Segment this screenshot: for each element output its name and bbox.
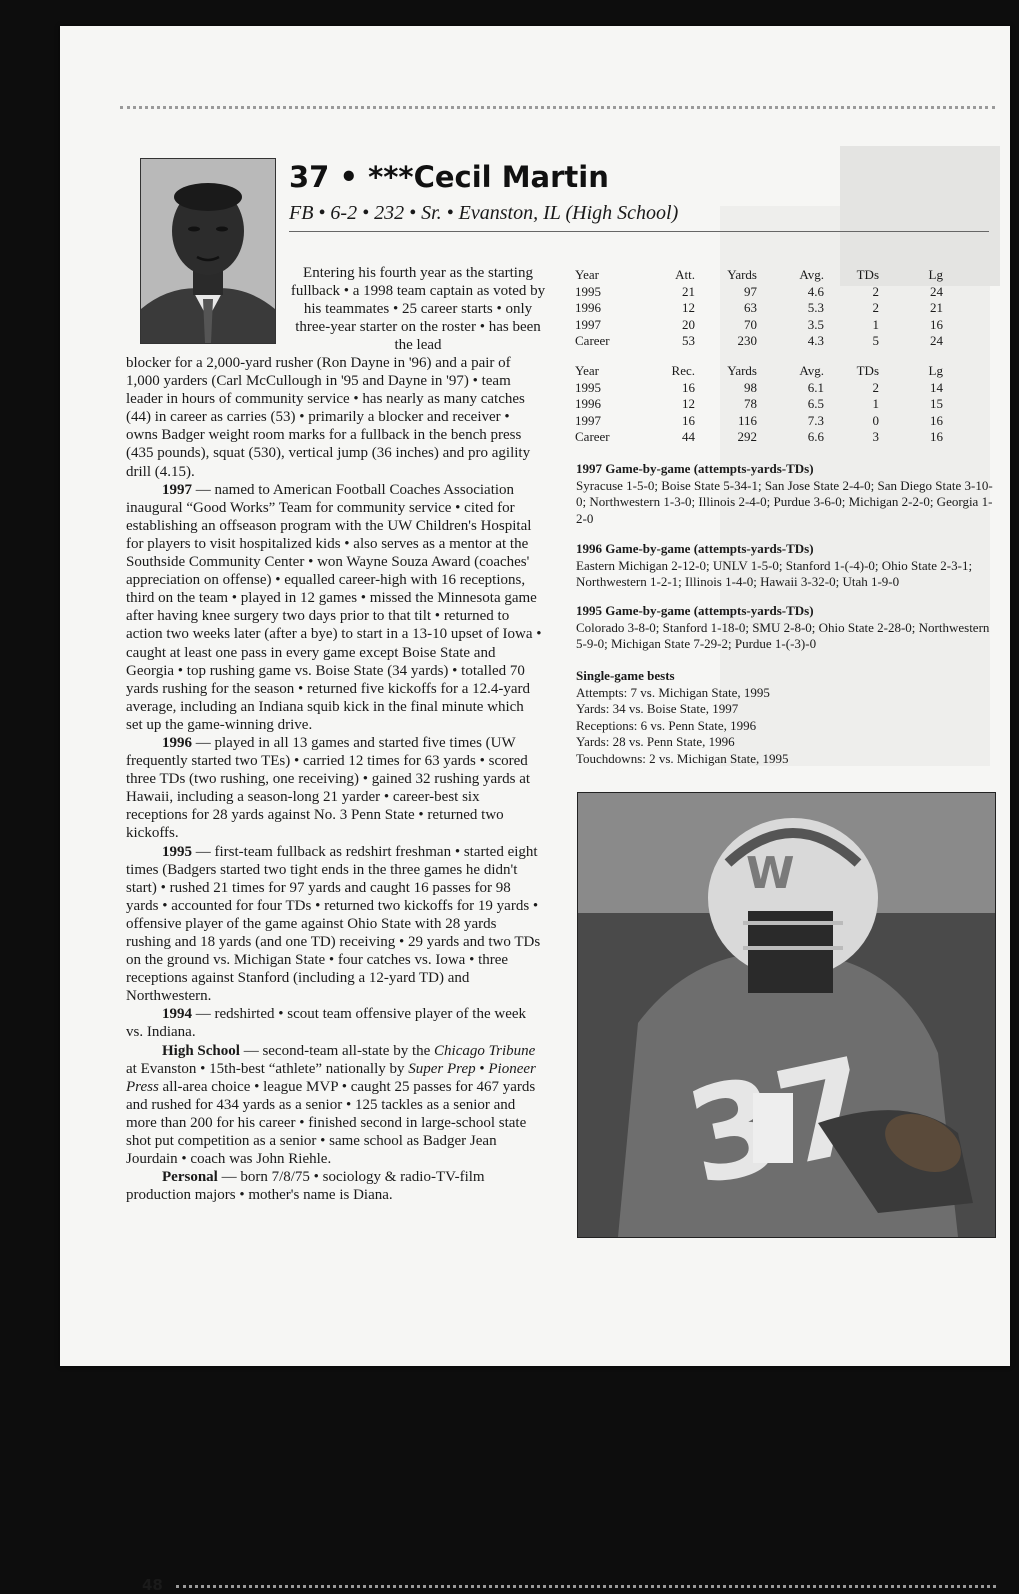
game-by-game-1996 xyxy=(576,541,996,591)
table-cell: 2 xyxy=(872,300,879,315)
player-bio-line: FB • 6-2 • 232 • Sr. • Evanston, IL (High School) xyxy=(289,202,679,224)
table-header-cell: Yards xyxy=(727,267,757,282)
table-header-cell: TDs xyxy=(856,267,879,282)
table-cell: 78 xyxy=(744,396,757,411)
bio-lead-high-school: High School xyxy=(162,1042,240,1059)
single-game-line: Receptions: 6 vs. Penn State, 1996 xyxy=(576,717,757,733)
page-number: 48 xyxy=(142,1576,163,1594)
bio-text-1996: — played in all 13 games and started five times (UW frequently started two TEs) • carried 12 times for 63 yards • scored three TDs (two rushing, one receiving) • gained 32 rushing yards at Hawaii, including a season-long 21 yarder • career-best six receptions for 28 yards against No. 3 Penn State • returned two kickoffs. xyxy=(126,734,531,842)
single-game-line: Yards: 28 vs. Penn State, 1996 xyxy=(576,734,735,749)
biography-text xyxy=(126,354,544,1204)
game-by-game-1995 xyxy=(576,603,996,653)
table-cell: 12 xyxy=(682,300,695,315)
table-cell: 2 xyxy=(872,283,879,299)
table-row xyxy=(575,284,943,301)
table-header-cell: Att. xyxy=(675,267,695,282)
bio-text-hs-c: • xyxy=(475,1060,489,1077)
bio-italic-chicago-tribune: Chicago Tribune xyxy=(434,1042,536,1059)
bio-paragraph-1994 xyxy=(126,1005,544,1041)
player-name-heading: 37 • ***Cecil Martin xyxy=(289,160,609,194)
table-header-cell: Yards xyxy=(727,363,757,378)
table-cell: 5.3 xyxy=(807,300,824,315)
table-cell: 5 xyxy=(872,333,879,348)
table-cell: 14 xyxy=(930,379,943,395)
table-cell: 44 xyxy=(682,429,695,444)
rushing-stats-table xyxy=(575,267,943,350)
bio-italic-pioneer-press: Pioneer Press xyxy=(126,1060,536,1095)
table-header-cell: Avg. xyxy=(799,363,824,378)
bleed-through-logo xyxy=(840,146,1000,286)
single-game-bests xyxy=(576,668,996,767)
game-by-game-title: 1996 Game-by-game (attempts-yards-TDs) xyxy=(576,541,814,556)
bio-text-hs-d: all-area choice • league MVP • caught 25 passes for 467 yards and rushed for 434 yards as a senior • 125 tackles as a senior and more than 200 for his career • finished second in large-school state shot put competition as a senior • same school as Badger Jean Jourdain • coach was John Riehle. xyxy=(126,1078,536,1168)
table-cell: 3.5 xyxy=(807,316,824,332)
game-by-game-text: Colorado 3-8-0; Stanford 1-18-0; SMU 2-8-0; Ohio State 2-28-0; Northwestern 5-9-0; Michigan State 7-29-2; Purdue 1-(-3)-0 xyxy=(576,619,990,651)
single-game-line: Attempts: 7 vs. Michigan State, 1995 xyxy=(576,684,770,700)
bio-lead-1995: 1995 xyxy=(162,843,192,860)
helmet-logo: W xyxy=(746,848,795,899)
table-cell: 21 xyxy=(682,283,695,299)
action-photo xyxy=(577,792,996,1238)
table-row xyxy=(575,333,943,350)
table-cell: 230 xyxy=(737,333,757,348)
bio-paragraph-overview: blocker for a 2,000-yard rusher (Ron Dayne in '96) and a pair of 1,000 yarders (Carl McCullough in '95 and Dayne in '97) • team leader in hours of community service • has nearly as many catches (44) in career as carries (53) • primarily a blocker and receiver • owns Badger weight room marks for a fullback in the bench press (435 pounds), squat (530), vertical jump (36 inches) and pro agility drill (4.15). xyxy=(126,355,531,480)
table-cell: 4.3 xyxy=(807,333,824,348)
table-cell: 53 xyxy=(682,333,695,348)
table-cell: Career xyxy=(575,429,610,444)
game-by-game-text: Eastern Michigan 2-12-0; UNLV 1-5-0; Stanford 1-(-4)-0; Ohio State 2-3-1; Northwestern 1-2-1; Illinois 1-4-0; Hawaii 3-32-0; Utah 1-9-0 xyxy=(576,557,973,589)
bio-text-1994: — redshirted • scout team offensive player of the week vs. Indiana. xyxy=(126,1006,527,1041)
table-header-row xyxy=(575,363,943,380)
table-cell: 6.6 xyxy=(807,429,824,444)
bio-paragraph-1997 xyxy=(126,481,544,734)
table-cell: 16 xyxy=(930,316,943,332)
table-cell: 16 xyxy=(930,412,943,428)
bio-paragraph-1995 xyxy=(126,843,544,1006)
table-header-row xyxy=(575,267,943,284)
header-rule xyxy=(289,231,989,232)
bio-lead-1997: 1997 xyxy=(162,481,192,498)
table-cell: 1 xyxy=(872,396,879,411)
receiving-stats-table xyxy=(575,363,943,446)
game-by-game-1997 xyxy=(576,461,996,527)
table-row xyxy=(575,317,943,334)
table-cell: 16 xyxy=(682,412,695,428)
table-cell: 16 xyxy=(682,379,695,395)
table-cell: 12 xyxy=(682,396,695,411)
table-row xyxy=(575,300,943,317)
table-cell: 4.6 xyxy=(807,283,824,299)
table-cell: 116 xyxy=(737,412,757,428)
table-row xyxy=(575,380,943,397)
table-cell: 0 xyxy=(872,412,879,428)
table-cell: 20 xyxy=(682,316,695,332)
top-dotted-rule xyxy=(120,106,995,109)
player-portrait xyxy=(140,158,276,344)
table-cell: 1996 xyxy=(575,300,601,315)
table-row xyxy=(575,429,943,446)
single-game-line: Touchdowns: 2 vs. Michigan State, 1995 xyxy=(576,750,789,766)
bio-italic-super-prep: Super Prep xyxy=(408,1060,476,1077)
table-cell: 21 xyxy=(930,300,943,315)
game-by-game-title: 1997 Game-by-game (attempts-yards-TDs) xyxy=(576,461,814,476)
table-cell: 1996 xyxy=(575,396,601,411)
table-cell: 1997 xyxy=(575,316,601,332)
table-cell: 98 xyxy=(744,379,757,395)
bio-paragraph-high-school xyxy=(126,1042,544,1169)
bio-text-1995: — first-team fullback as redshirt freshman • started eight times (Badgers started two tight ends in the three games he didn't start) • rushed 21 times for 97 yards and caught 16 passes for 98 yards • accounted for four TDs • returned two kickoffs for 19 yards • offensive player of the game against Ohio State with 28 yards rushing and 18 yards (and one TD) receiving • 29 yards and two TDs on the ground vs. Michigan State • four catches vs. Iowa • three receptions against Stanford (including a 12-yard TD) and Northwestern. xyxy=(126,843,541,1005)
bio-paragraph-personal xyxy=(126,1168,544,1204)
bio-lead-1994: 1994 xyxy=(162,1006,192,1023)
table-cell: 7.3 xyxy=(807,412,824,428)
game-by-game-title: 1995 Game-by-game (attempts-yards-TDs) xyxy=(576,603,814,618)
table-cell: 24 xyxy=(930,333,943,348)
table-cell: 1995 xyxy=(575,379,601,395)
table-cell: 97 xyxy=(744,283,757,299)
table-row xyxy=(575,396,943,413)
bio-paragraph-1996 xyxy=(126,734,544,843)
bio-text-1997: — named to American Football Coaches Association inaugural “Good Works” Team for community service • cited for establishing an offseason program with the UW Children's Hospital for players to visit hospitalized kids • also serves as a mentor at the Southside Community Center • won Wayne Souza Award (coaches' appreciation on offense) • equalled career-high with 16 receptions, third on the team • played in 12 games • missed the Minnesota game after having knee surgery two days prior to that tilt • returned to action two weeks later (after a bye) to start in a 13-10 upset of Iowa • caught at least one pass in every game except Boise State and Georgia • top rushing game vs. Boise State (34 yards) • totalled 70 yards rushing for the season • returned five kickoffs for a 12.4-yard average, including an Indiana squib kick in the final minute which set up the game-winning drive. xyxy=(126,481,542,733)
table-header-cell: Year xyxy=(575,267,599,282)
table-cell: 2 xyxy=(872,379,879,395)
table-cell: 1997 xyxy=(575,412,601,428)
single-game-line: Yards: 34 vs. Boise State, 1997 xyxy=(576,701,739,716)
table-header-cell: Avg. xyxy=(799,267,824,282)
bio-lead-1996: 1996 xyxy=(162,734,192,751)
table-cell: 6.1 xyxy=(807,379,824,395)
table-header-cell: Lg xyxy=(928,363,943,378)
intro-text: Entering his fourth year as the starting fullback • a 1998 team captain as voted by his teammates • 25 career starts • only three-year starter on the roster • has been the lead xyxy=(290,265,546,353)
table-cell: 292 xyxy=(737,429,757,444)
action-photo-image xyxy=(578,793,995,1237)
table-header-cell: Year xyxy=(575,363,599,378)
table-cell: 6.5 xyxy=(807,396,824,411)
table-cell: 3 xyxy=(872,429,879,444)
bio-text-hs-a: — second-team all-state by the xyxy=(239,1042,435,1059)
table-cell: 63 xyxy=(744,300,757,315)
table-cell: 15 xyxy=(930,396,943,411)
table-cell: 1 xyxy=(872,316,879,332)
table-cell: 1995 xyxy=(575,283,601,299)
table-row xyxy=(575,413,943,430)
single-game-title: Single-game bests xyxy=(576,668,675,683)
game-by-game-text: Syracuse 1-5-0; Boise State 5-34-1; San Jose State 2-4-0; San Diego State 3-10-0; Northwestern 1-3-0; Illinois 2-4-0; Purdue 3-6-0; Michigan 2-2-0; Georgia 1-2-0 xyxy=(576,477,993,526)
portrait-image xyxy=(141,159,275,343)
table-cell: Career xyxy=(575,333,610,348)
bottom-dotted-rule xyxy=(176,1585,996,1588)
table-cell: 16 xyxy=(930,429,943,444)
table-header-cell: TDs xyxy=(856,363,879,378)
table-header-cell: Lg xyxy=(928,267,943,282)
bio-lead-personal: Personal xyxy=(162,1169,218,1186)
bio-text-hs-b: at Evanston • 15th-best “athlete” nationally by xyxy=(126,1060,409,1077)
bio-text-personal: — born 7/8/75 • sociology & radio-TV-film production majors • mother's name is Diana. xyxy=(126,1169,485,1204)
table-header-cell: Rec. xyxy=(671,363,695,378)
table-cell: 24 xyxy=(930,283,943,299)
table-cell: 70 xyxy=(744,316,757,332)
page xyxy=(60,26,1010,1594)
